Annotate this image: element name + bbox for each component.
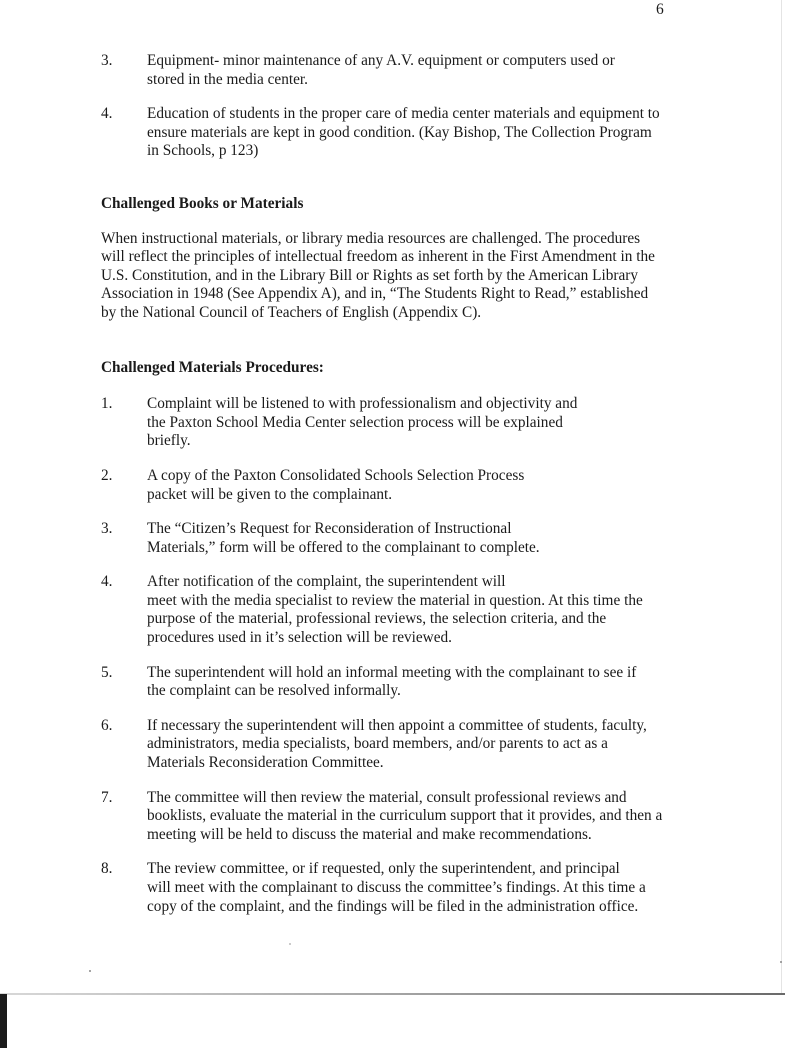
procedure-item	[101, 573, 741, 647]
text-line: packet will be given to the complainant.	[147, 485, 393, 503]
list-item-number: 3.	[101, 52, 113, 69]
top-list-item	[101, 105, 741, 161]
top-list-item	[101, 52, 741, 89]
scan-speck	[289, 943, 291, 945]
text-line: U.S. Constitution, and in the Library Bill or Rights as set forth by the American Library	[101, 266, 639, 284]
list-item-number: 3.	[101, 520, 113, 538]
procedure-item	[101, 860, 741, 916]
page-bottom-edge	[0, 993, 785, 995]
text-line: Equipment- minor maintenance of any A.V. equipment or computers used or	[147, 52, 615, 69]
text-line: ensure materials are kept in good condition. (Kay Bishop, The Collection Program	[147, 123, 652, 141]
text-line: Complaint will be listened to with professionalism and objectivity and	[147, 395, 578, 413]
text-line: meet with the media specialist to review the material in question. At this time the	[147, 591, 643, 609]
list-item-text	[147, 664, 741, 701]
page-content	[101, 52, 741, 916]
list-item-text	[147, 573, 741, 647]
list-item-text	[147, 467, 741, 504]
text-line: by the National Council of Teachers of English (Appendix C).	[101, 303, 482, 321]
list-item-text	[147, 860, 741, 916]
section-heading-challenged-books: Challenged Books or Materials	[101, 194, 304, 212]
text-line: A copy of the Paxton Consolidated Schools Selection Process	[147, 466, 525, 484]
challenged-books-paragraph	[101, 230, 741, 323]
list-item-number: 6.	[101, 716, 113, 734]
procedure-item	[101, 717, 741, 773]
text-line: After notification of the complaint, the superintendent will	[147, 573, 506, 591]
list-item-text	[147, 717, 741, 773]
text-line: in Schools, p 123)	[147, 142, 259, 160]
text-line: booklists, evaluate the material in the curriculum support that it provides, and then a	[147, 807, 663, 825]
list-item-text	[147, 52, 741, 89]
list-item-number: 4.	[101, 573, 113, 591]
list-item-text	[147, 789, 741, 845]
list-item-text	[147, 395, 741, 451]
list-item-number: 2.	[101, 466, 113, 484]
page-number: 6	[656, 1, 664, 18]
text-line: copy of the complaint, and the findings will be filed in the administration office.	[147, 897, 639, 915]
text-line: If necessary the superintendent will then appoint a committee of students, faculty,	[147, 716, 647, 734]
procedure-item	[101, 467, 741, 504]
text-line: The review committee, or if requested, only the superintendent, and principal	[147, 860, 620, 878]
list-item-number: 4.	[101, 105, 113, 123]
text-line: will meet with the complainant to discuss the committee’s findings. At this time a	[147, 879, 646, 896]
section-heading-procedures: Challenged Materials Procedures:	[101, 358, 324, 376]
text-line: purpose of the material, professional reviews, the selection criteria, and the	[147, 610, 607, 628]
text-line: procedures used in it’s selection will be reviewed.	[147, 629, 452, 647]
list-item-number: 7.	[101, 788, 113, 806]
text-line: Materials Reconsideration Committee.	[147, 754, 384, 772]
text-line: Association in 1948 (See Appendix A), and in, “The Students Right to Read,” established	[101, 285, 649, 303]
text-line: briefly.	[147, 432, 191, 450]
text-line: stored in the media center.	[147, 70, 308, 88]
list-item-number: 1.	[101, 395, 113, 413]
text-line: will reflect the principles of intellectual freedom as inherent in the First Amendment in the	[101, 248, 655, 266]
procedure-item	[101, 789, 741, 845]
text-line: When instructional materials, or library media resources are challenged. The procedures	[101, 229, 641, 247]
scan-speck	[89, 970, 91, 972]
procedure-item	[101, 520, 741, 557]
scanner-shadow	[0, 994, 7, 1048]
text-line: the complaint can be resolved informally.	[147, 682, 401, 700]
list-item-number: 5.	[101, 663, 113, 681]
text-line: The committee will then review the material, consult professional reviews and	[147, 788, 627, 806]
text-line: meeting will be held to discuss the material and make recommendations.	[147, 825, 592, 843]
text-line: administrators, media specialists, board members, and/or parents to act as a	[147, 735, 608, 753]
procedure-item	[101, 395, 741, 451]
scan-speck	[780, 961, 782, 963]
text-line: The superintendent will hold an informal meeting with the complainant to see if	[147, 663, 637, 681]
list-item-number: 8.	[101, 860, 113, 878]
text-line: The “Citizen’s Request for Reconsideration of Instructional	[147, 520, 512, 538]
text-line: the Paxton School Media Center selection process will be explained	[147, 413, 563, 431]
list-item-text	[147, 520, 741, 557]
list-item-text	[147, 105, 741, 161]
procedure-item	[101, 664, 741, 701]
text-line: Materials,” form will be offered to the complainant to complete.	[147, 538, 540, 556]
text-line: Education of students in the proper care of media center materials and equipment to	[147, 105, 660, 123]
